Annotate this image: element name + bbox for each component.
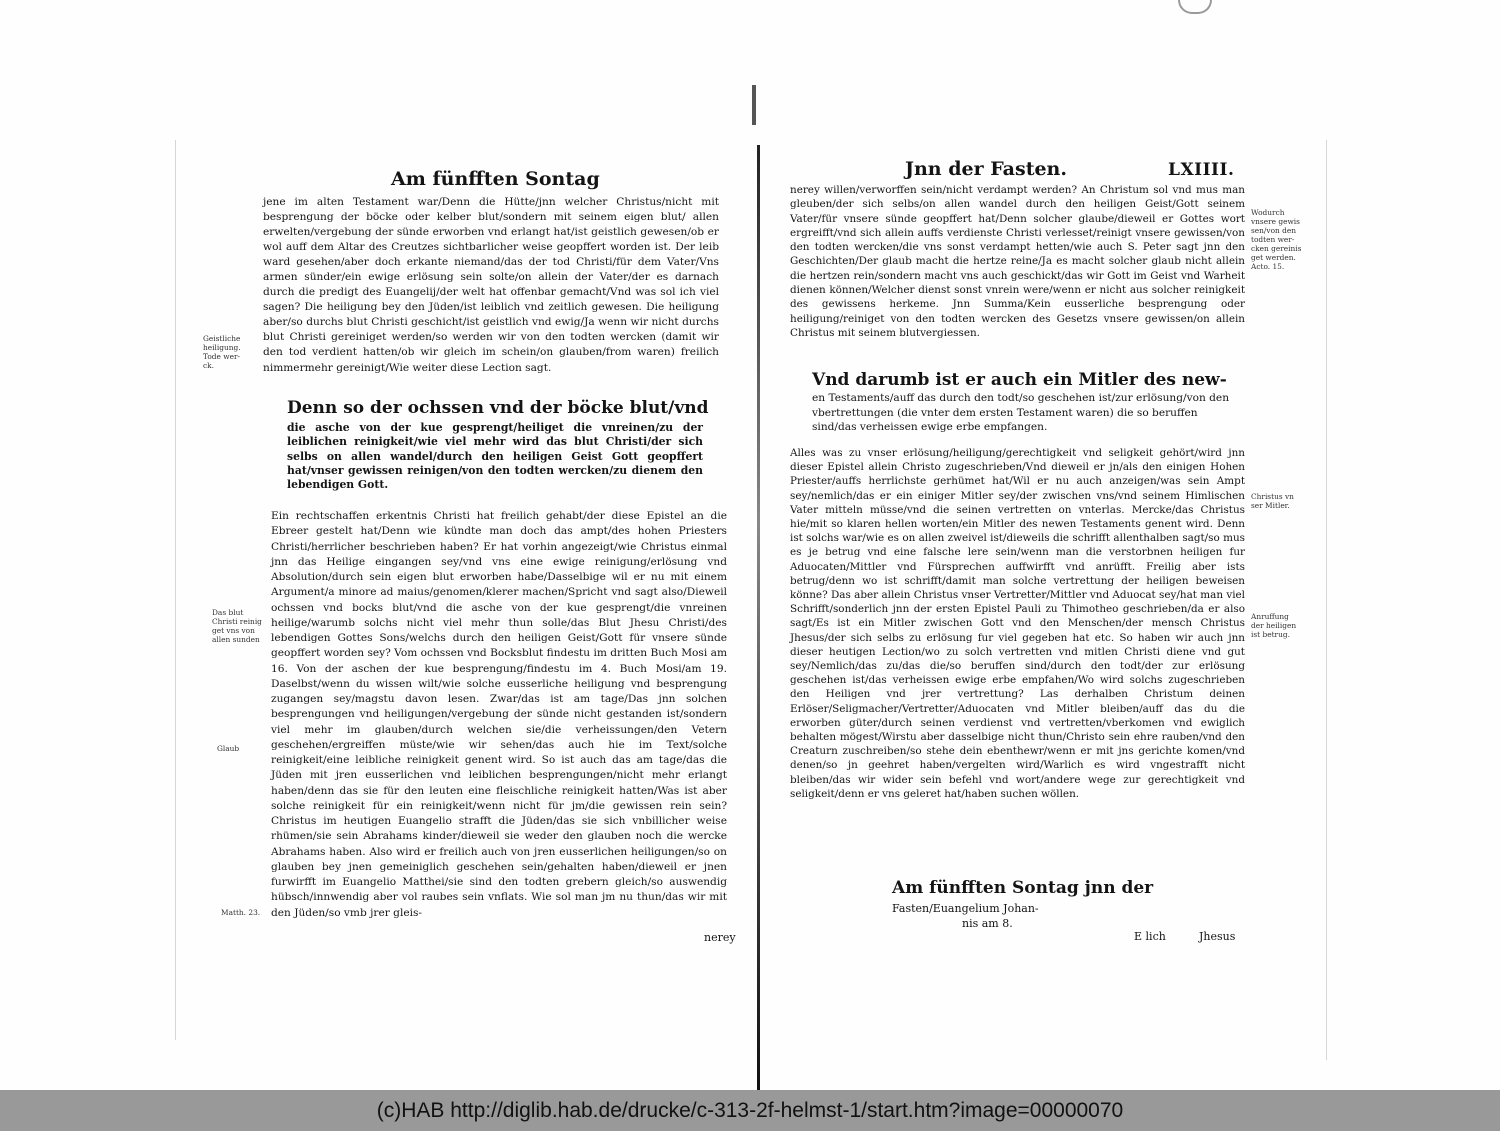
left-catchword: nerey [704, 931, 736, 944]
right-paragraph-1: nerey willen/verworffen sein/nicht verdampt werden? An Christum sol vnd mus man gleuben/der sich selbs/on allen wandel durch den heiligen Geist/Gott seinem Vater/für vnsere sünde geopffert hat/Denn solcher glaube/dieweil er Gottes wort ergreifft/vnd sich allein auffs verdienste Christi verlesset/reinigt vnsere gewissen/von den todten wercken/die vns sonst verdampt hetten/wie auch S. Peter sagt jnn den Geschichten/Der glaub macht die hertze reine/Ja es macht solcher glaub nicht allein die hertzen rein/sondern macht vns auch geschickt/das wir Gott im Geist vnd Warheit dienen können/Welcher dienst sonst vnrein were/wenn er nicht aus solcher reinigkeit des gewissens herkeme. Jnn Summa/Kein eusserliche besprengung oder heiligung/reiniget von den todten wercken des Gesetzs vnsere gewissen/on allein Christus mit seinem blutvergiessen. [790, 184, 1245, 339]
left-lead-paragraph: die asche von der kue gesprengt/heiliget die vnreinen/zu der leiblichen reinigkeit/wie viel mehr wird das blut Christi/der sich selbs on allen wandel/durch den heiligen Geist Gott geopffert hat/vnser gewissen reinigen/von den todten wercken/zu dienem den lebendigen Gott. [287, 421, 703, 492]
left-margin-note-1: Geistliche heiligung. Tode wer- ck. [203, 334, 241, 370]
left-margin-note-3: Glaub [217, 744, 240, 753]
right-paragraph-2: Alles was zu vnser erlösung/heiligung/gerechtigkeit vnd seligkeit gehört/wird jnn dieser Epistel allein Christo zugeschrieben/Vnd dieweil er jn/als den einigen Hohen Priester/auffs herrlichste gerhümet hat/Wil er nu auch anzeigen/was sein Ampt sey/nemlich/das er ein einiger Mitler sey/der zwischen vns/vnd seinem Himlischen Vater mitteln müsse/vnd die seinen vertretten on vnterlas. Mercke/das Christus hie/mit so klaren hellen worten/ein Mitler des newen Testaments genent wird. Denn ist solchs war/wie es on allen zweivel ist/dieweils die schrifft allenthalben sagt/so mus es je betrug vnd eine falsche lere sein/wenn man die verstorbnen heiligen fur Aduocaten/Mittler vnd Fürsprechen auffwirfft vnd anrüfft. Freilig aber ists betrug/denn wo ist schrifft/damit man solche vertrettung der heiligen beweisen könne? Das aber allein Christus vnser Vertretter/Mittler vnd Aduocat sey/hat man viel Schrifft/sonderlich jnn der ersten Epistel Pauli zu Thimotheo geschrieben/da er also sagt/Es ist ein Mitler zwischen Gott vnd den Menschen/der mensch Christus Jhesus/der sich selbs zu erlösung fur viel gegeben hat etc. So haben wir auch jnn dieser heutigen Lection/wo zu solch vertretten vnd mitlen Christi diene vnd gut sey/Nemlich/das zu/das die/so beruffen sind/durch den todt/der zur erlösung geschehen ist/das verheissen ewige erbe empfahen/Wo wird solchs zugeschrieben den Heiligen vnd jrer vertrettung? Las derhalben Christum deinen Erlöser/Seligmacher/Vertretter/Aduocaten vnd Mitler bleiben/auff das du die erworben güter/durch seinen verdienst vnd vertretten/vberkomen vnd ewiglich behalten mögest/Wirstu aber dasselbige nicht thun/Christo sein ehre rauben/vnd den Creaturn zuschreiben/so stehe dein ebenthewr/wenn er mit jns gerichte komen/vnd denen/so jn geehret haben/vergelten wird/Warlich es wird vngestrafft nicht bleiben/das wir wider sein befehl vnd wort/andere wege zur gerechtigkeit vnd seligkeit/denn er vns geleret hat/haben suchen wöllen. [790, 447, 1245, 800]
copyright-footer [0, 1090, 1500, 1131]
left-page [175, 0, 755, 1090]
left-paragraph-1: jene im alten Testament war/Denn die Hütte/jnn welcher Christus/nicht mit besprengung der böcke oder kelber blut/sondern mit seinem eigen blut/ allen erwelten/vergebung der sünde erworben vnd erlangt hat/ist geistlich gewesen/ob er wol auff dem Altar des Creutzes sichtbarlicher weise geopffert worden ist. Der leib ward gesehen/aber doch erkante niemand/das der tod Christi/für dem Vater/Vns armen sünder/ein ewige erlösung sein solte/on allein der Vater/der es darnach durch die predigt des Euangelij/der welt hat offenbar gemacht/Vnd was sol ich viel sagen? Die heiligung bey den Jüden/ist leiblich vnd zeitlich gewesen. Die heiligung aber/so durchs blut Christi geschicht/ist geistlich vnd ewig/Ja wenn wir nicht durchs blut Christi gereiniget werden/so werden wir von den todten wercken (damit wir den tod verdient hatten/ob wir gleich im schein/on glauben/from waren) freilich nimmermehr gereinigt/Wie weiter diese Lection sagt. [263, 196, 719, 374]
left-lead-heading: Denn so der ochssen vnd der böcke blut/vnd [287, 398, 709, 418]
gospel-heading-line-3: nis am 8. [962, 917, 1013, 930]
right-section-heading: Vnd darumb ist er auch ein Mitler des new- [812, 370, 1227, 390]
footer-credit-text: (c)HAB http://diglib.hab.de/drucke/c-313-2f-helmst-1/start.htm?image=00000070 [376, 1099, 1124, 1122]
right-running-header: Jnn der Fasten. [905, 158, 1067, 180]
right-catchword-2: Jhesus [1199, 930, 1236, 943]
gospel-heading-line-1: Am fünfften Sontag jnn der [892, 878, 1154, 898]
left-running-header: Am fünfften Sontag [391, 168, 600, 190]
right-margin-note-1: Wodurch vnsere gewis sen/von den todten wer- cken gereinis get werden. Acto. 15. [1251, 208, 1302, 271]
gospel-heading-line-2: Fasten/Euangelium Johan- [892, 902, 1039, 915]
left-margin-note-2: Das blut Christi reinig get vns von allen sunden [212, 608, 262, 644]
right-body-text-1 [790, 183, 1245, 340]
right-catchword-1: E lich [1134, 930, 1166, 943]
left-margin-note-4: Matth. 23. [221, 908, 261, 917]
right-body-text-2 [790, 446, 1245, 801]
left-body-text-2 [271, 509, 727, 921]
right-page [762, 0, 1327, 1090]
right-margin-note-3: Anruffung der heiligen ist betrug. [1251, 612, 1297, 639]
folio-number: LXIIII. [1168, 160, 1235, 180]
left-lead-text [287, 421, 703, 492]
left-body-text-1 [263, 195, 719, 376]
right-heading-continuation: en Testaments/auff das durch den todt/so geschehen ist/zur erlösung/von den vbertrettungen (die vnter dem ersten Testament waren) die so beruffen sind/das verheissen ewige erbe empfangen. [812, 392, 1230, 434]
left-paragraph-2: Ein rechtschaffen erkentnis Christi hat freilich gehabt/der diese Epistel an die Ebreer gestelt hat/Denn wie kündte man doch das ampt/des hohen Priesters Christi/herrlicher beschrieben haben? Er hat vorhin angezeigt/wie Christus einmal jnn das Heilige eingangen sey/vnd vns eine ewige reinigung/erlösung vnd Absolution/durch sein eigen blut erworben habe/Dasselbige wil er nu mit einem Argument/a minore ad maius/genomen/klerer machen/Spricht vnd sagt also/Dieweil ochssen vnd bocks blut/vnd die asche von der kue gesprengt/die vnreinen heilige/warumb solchs nicht viel mehr thun solle/das Blut Jhesu Christi/des lebendigen Gottes Sons/welchs durch den heiligen Geist/Gott für vnsere sünde geopffert worden sey? Vom ochssen vnd Bocksblut findestu im dritten Buch Mosi am 16. Von der aschen der kue besprengung/findestu im 4. Buch Mosi/am 19. Daselbst/wenn du wissen wilt/wie solche eusserliche heiligung vnd besprengung zugangen sey/magstu davon lesen. Zwar/das ist am tage/Das jnn solchen besprengungen vnd heiligungen/vergebung der sünde nicht gestanden ist/sondern viel mehr im glauben/durch welchen sie/die verheissungen/den Vetern geschehen/ergreiffen müste/wie wir sehen/das auch hie im Text/solche reinigkeit/eine leibliche reinigkeit genent wird. So ist auch das am tage/das die Jüden mit jren eusserlichen vnd leiblichen besprengungen/nicht mehr erlangt haben/denn das sie für den leuten eine fleischliche reinigkeit hatten/Was ist aber solche reinigkeit für ein reinigkeit/wenn nicht für jm/die gewissen rein sein? Christus im heutigen Euangelio strafft die Jüden/das sie sich vnbillicher weise rhümen/sie sein Abrahams kinder/dieweil sie weder den glauben noch die wercke Abrahams haben. Also wird er freilich auch von jren eusserlichen heiligungen/so on glauben bey jnen gemeiniglich geschehen sein/gehalten haben/dieweil er jnen furwirfft im Euangelio Matthei/sie sind den todten grebern gleich/so auswendig hübsch/innwendig aber vol raubes sein vnflats. Wie sol man jm nu thun/das wir mit den Jüden/so vmb jrer gleis- [271, 510, 727, 919]
right-margin-note-2: Christus vn ser Mitler. [1251, 492, 1294, 510]
